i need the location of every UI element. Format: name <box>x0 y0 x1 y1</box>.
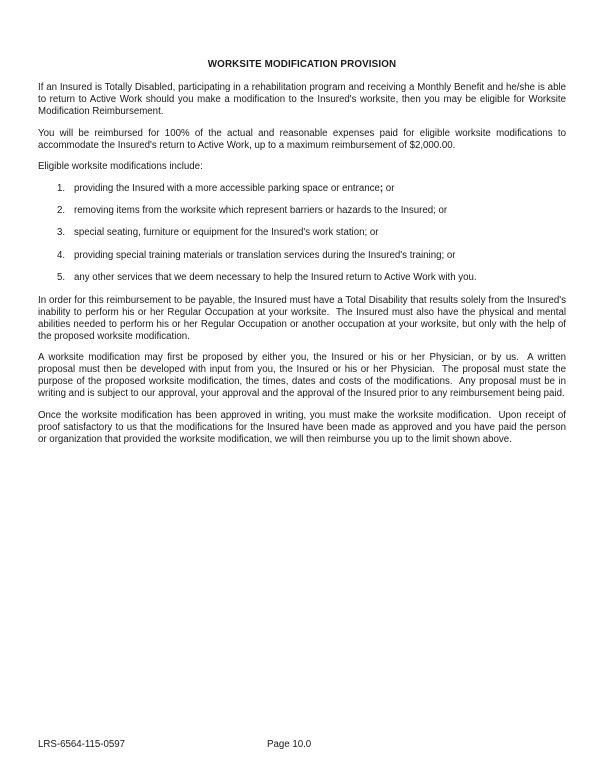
list-item-1-text-tail: or <box>383 182 395 194</box>
document-content <box>38 59 569 456</box>
list-item-2-text: removing items from the worksite which represent barriers or hazards to the Insured; or <box>74 205 448 217</box>
page-number: Page 10.0 <box>267 739 312 750</box>
paragraph-reimbursement: You will be reimbursed for 100% of the actual and reasonable expenses paid for eligible worksite modifications to accommodate the Insured's return to Active Work, up to a maximum reimbursement of $2,000.00. <box>38 127 569 151</box>
list-item-3-text: special seating, furniture or equipment for the Insured's work station; or <box>74 227 379 239</box>
modification-list <box>57 183 566 284</box>
list-item-1-text-main: providing the Insured with a more accessible parking space or entrance <box>74 182 380 194</box>
list-intro: Eligible worksite modifications include: <box>38 161 203 173</box>
list-item-5-text: any other services that we deem necessary to help the Insured return to Active Work with you. <box>74 272 477 284</box>
paragraph-payable-conditions: In order for this reimbursement to be payable, the Insured must have a Total Disability that results solely from the Insured's inability to perform his or her Regular Occupation at your worksite. The Insured must also have the physical and mental abilities needed to perform his or her Regular Occupation or another occupation at your worksite, but only with the help of the proposed worksite modification. <box>38 294 569 342</box>
list-item-1-number: 1. <box>57 182 66 194</box>
list-item-4-number: 4. <box>57 249 66 261</box>
list-item-1-text <box>74 183 566 195</box>
list-item-5 <box>57 272 566 284</box>
paragraph-approval-reimbursement: Once the worksite modification has been approved in writing, you must make the worksite modification. Upon receipt of proof satisfactory to us that the modifications for the Insured have been made as approved and you have paid the person or organization that provided the worksite modification, we will then reimburse you up to the limit shown above. <box>38 409 569 445</box>
paragraph-eligibility: If an Insured is Totally Disabled, participating in a rehabilitation program and receiving a Monthly Benefit and he/she is able to return to Active Work should you make a modification to the Insured's worksite, then you may be eligible for Worksite Modification Reimbursement. <box>38 82 569 118</box>
list-item-2-number: 2. <box>57 205 66 217</box>
list-item-3 <box>57 227 566 239</box>
list-item-5-number: 5. <box>57 272 66 284</box>
list-item-3-number: 3. <box>57 227 66 239</box>
list-item-4-text: providing special training materials or translation services during the Insured's training; or <box>74 249 456 261</box>
page-title: WORKSITE MODIFICATION PROVISION <box>207 59 397 70</box>
paragraph-proposal-process: A worksite modification may first be proposed by either you, the Insured or his or her Physician, or by us. A written proposal must then be developed with input from you, the Insured or his or her Physician. The proposal must state the purpose of the proposed worksite modification, the times, dates and costs of the modifications. Any proposal must be in writing and is subject to our approval, your approval and the approval of the Insured prior to any reimbursement being paid. <box>38 352 569 400</box>
form-number: LRS-6564-115-0597 <box>38 739 126 750</box>
list-item-2 <box>57 205 566 217</box>
list-item-1-bold-semicolon: ; <box>379 182 384 194</box>
list-item-1 <box>57 183 566 195</box>
list-item-4 <box>57 250 566 262</box>
